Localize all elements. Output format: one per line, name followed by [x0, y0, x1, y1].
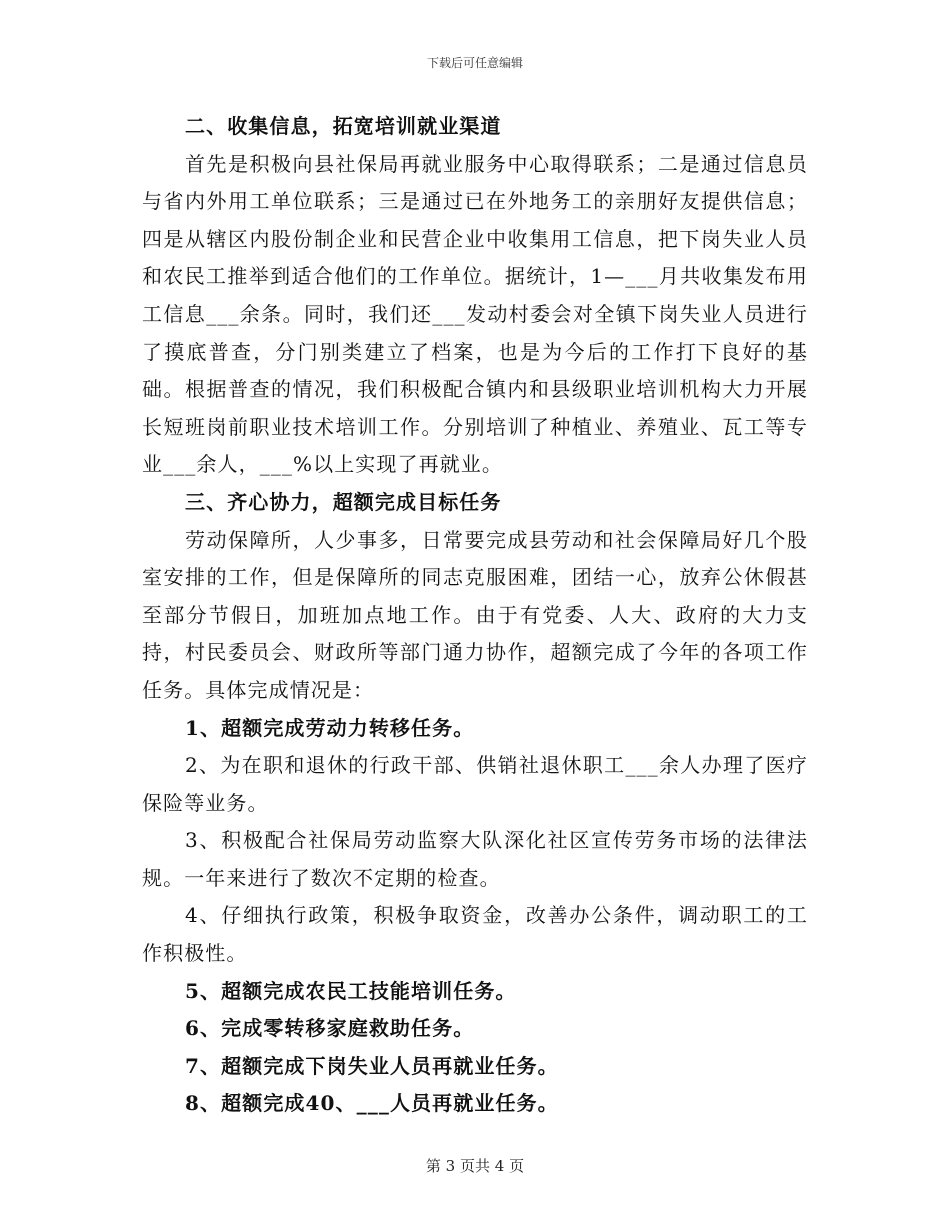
list-item: 8、超额完成40、___人员再就业任务。: [185, 1091, 559, 1116]
body-paragraph: 首先是积极向县社保局再就业服务中心取得联系；二是通过信息员与省内外用工单位联系；三是通过已在外地务工的亲朋好友提供信息；四是从辖区内股份制企业和民营企业中收集用工信息，把下岗失业人员和农民工推举到适合他们的工作单位。据统计，1—___月共收集发布用工信息___余条。同时，我们还___发动村委会对全镇下岗失业人员进行了摸底普查，分门别类建立了档案，也是为今后的工作打下良好的基础。根据普查的情况，我们积极配合镇内和县级职业培训机构大力开展长短班岗前职业技术培训工作。分别培训了种植业、养殖业、瓦工等专业___余人，___%以上实现了再就业。: [142, 151, 808, 477]
list-item: 6、完成零转移家庭救助任务。: [185, 1016, 475, 1041]
list-item: 3、积极配合社保局劳动监察大队深化社区宣传劳务市场的法律法规。一年来进行了数次不定期的检查。: [142, 828, 808, 890]
list-item: 7、超额完成下岗失业人员再就业任务。: [185, 1053, 559, 1078]
section-heading: 三、齐心协力，超额完成目标任务: [185, 489, 502, 514]
page-header: 下载后可任意编辑: [426, 56, 523, 70]
list-item: 1、超额完成劳动力转移任务。: [185, 715, 475, 740]
section-heading: 二、收集信息，拓宽培训就业渠道: [185, 114, 502, 138]
list-item: 4、仔细执行政策，积极争取资金，改善办公条件，调动职工的工作积极性。: [142, 903, 808, 966]
page-number: 第 3 页共 4 页: [425, 1157, 525, 1175]
document-body: [142, 108, 808, 1123]
list-item: 5、超额完成农民工技能培训任务。: [185, 978, 517, 1003]
body-paragraph: 劳动保障所，人少事多，日常要完成县劳动和社会保障局好几个股室安排的工作，但是保障所的同志克服困难，团结一心，放弃公休假甚至部分节假日，加班加点地工作。由于有党委、人大、政府的大力支持，村民委员会、财政所等部门通力协作，超额完成了今年的各项工作任务。具体完成情况是：: [142, 527, 808, 702]
list-item: 2、为在职和退休的行政干部、供销社退休职工___余人办理了医疗保险等业务。: [142, 753, 808, 815]
